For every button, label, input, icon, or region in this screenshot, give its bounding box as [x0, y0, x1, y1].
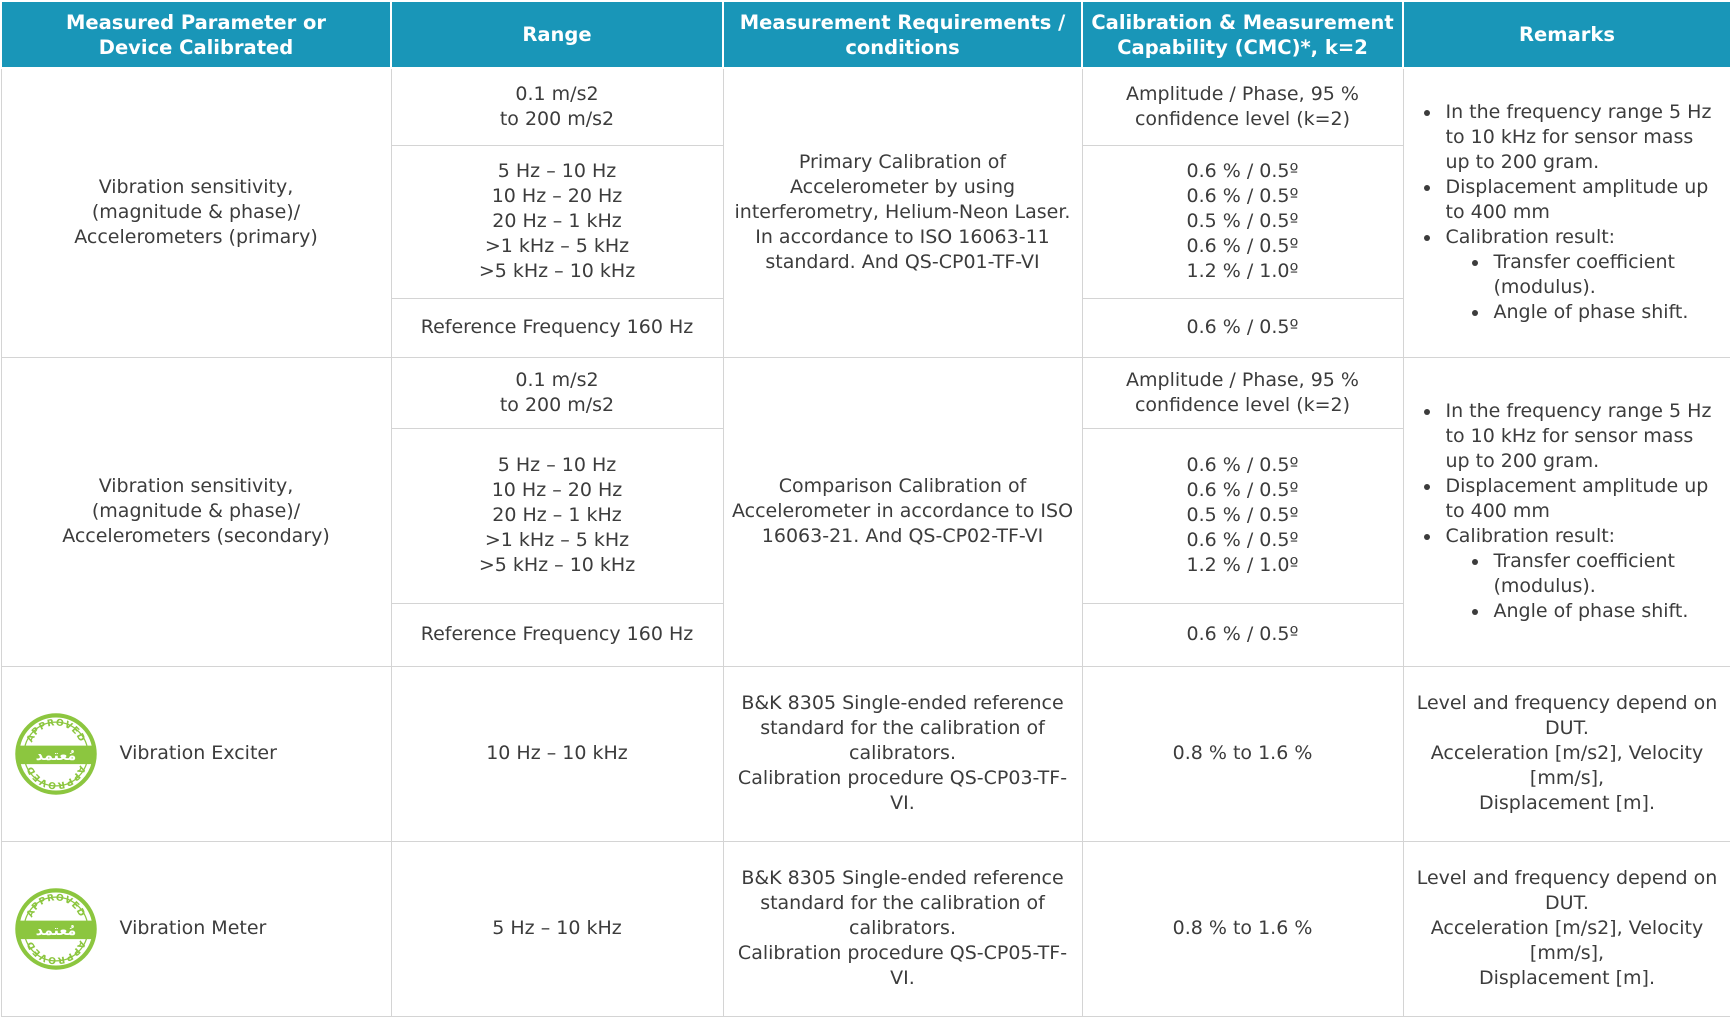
cmc-values-cell: 0.6 % / 0.5º 0.6 % / 0.5º 0.5 % / 0.5º 0.6 % / 0.5º 1.2 % / 1.0º	[1082, 428, 1403, 603]
remarks-sublist	[1416, 549, 1723, 624]
remarks-item: • Displacement amplitude up to 400 mm	[1442, 175, 1723, 225]
device-name: Vibration Exciter	[119, 742, 277, 764]
remarks-cell: Level and frequency depend on DUT. Acceleration [m/s2], Velocity [mm/s], Displacement [m].	[1403, 841, 1730, 1016]
cmc-reference-cell: 0.6 % / 0.5º	[1082, 298, 1403, 357]
requirements-cell: B&K 8305 Single-ended reference standard for the calibration of calibrators. Calibration procedure QS-CP03-TF- VI.	[723, 666, 1082, 841]
cmc-cell: 0.8 % to 1.6 %	[1082, 841, 1403, 1016]
remarks-item	[1442, 225, 1723, 325]
requirements-cell: Primary Calibration of Accelerometer by using interferometry, Helium-Neon Laser. In accordance to ISO 16063-11 standard. And QS-CP01-TF-VI	[723, 68, 1082, 357]
table-row	[1, 68, 1730, 145]
badge-top-text: APPROVED	[24, 891, 87, 919]
remarks-subitem: • Transfer coefficient (modulus).	[1490, 549, 1723, 599]
header-requirements: Measurement Requirements / conditions	[723, 1, 1082, 68]
range-cell: 10 Hz – 10 kHz	[391, 666, 723, 841]
device-name: Vibration Meter	[119, 917, 267, 939]
remarks-item-text: Calibration result:	[1445, 226, 1616, 249]
remarks-cell: Level and frequency depend on DUT. Acceleration [m/s2], Velocity [mm/s], Displacement [m].	[1403, 666, 1730, 841]
header-remarks: Remarks	[1403, 1, 1730, 68]
approved-badge-icon	[14, 887, 98, 971]
device-label	[8, 712, 385, 796]
badge-center-text: مُعتمد	[35, 922, 76, 939]
remarks-list	[1412, 399, 1723, 624]
parameter-cell	[1, 666, 391, 841]
requirements-cell: Comparison Calibration of Accelerometer in accordance to ISO 16063-21. And QS-CP02-TF-VI	[723, 357, 1082, 666]
parameter-cell: Vibration sensitivity, (magnitude & phase)/ Accelerometers (secondary)	[1, 357, 391, 666]
header-row	[1, 1, 1730, 68]
remarks-subitem: • Angle of phase shift.	[1490, 300, 1723, 325]
range-frequency-cell: 5 Hz – 10 Hz 10 Hz – 20 Hz 20 Hz – 1 kHz >1 kHz – 5 kHz >5 kHz – 10 kHz	[391, 145, 723, 298]
remarks-sublist	[1416, 250, 1723, 325]
table-row	[1, 666, 1730, 841]
header-parameter: Measured Parameter or Device Calibrated	[1, 1, 391, 68]
parameter-cell	[1, 841, 391, 1016]
badge-center-text: مُعتمد	[35, 747, 76, 764]
cmc-header-cell: Amplitude / Phase, 95 % confidence level (k=2)	[1082, 68, 1403, 145]
badge-top-text: APPROVED	[24, 716, 87, 744]
range-amplitude-cell: 0.1 m/s2 to 200 m/s2	[391, 68, 723, 145]
parameter-cell: Vibration sensitivity, (magnitude & phase)/ Accelerometers (primary)	[1, 68, 391, 357]
range-reference-cell: Reference Frequency 160 Hz	[391, 603, 723, 666]
range-frequency-cell: 5 Hz – 10 Hz 10 Hz – 20 Hz 20 Hz – 1 kHz >1 kHz – 5 kHz >5 kHz – 10 kHz	[391, 428, 723, 603]
cmc-reference-cell: 0.6 % / 0.5º	[1082, 603, 1403, 666]
remarks-list	[1412, 100, 1723, 325]
header-cmc: Calibration & Measurement Capability (CMC)*, k=2	[1082, 1, 1403, 68]
cmc-header-cell: Amplitude / Phase, 95 % confidence level (k=2)	[1082, 357, 1403, 428]
badge-bottom-text: APPROVED	[24, 938, 87, 966]
requirements-cell: B&K 8305 Single-ended reference standard for the calibration of calibrators. Calibration procedure QS-CP05-TF- VI.	[723, 841, 1082, 1016]
cmc-cell: 0.8 % to 1.6 %	[1082, 666, 1403, 841]
cmc-values-cell: 0.6 % / 0.5º 0.6 % / 0.5º 0.5 % / 0.5º 0.6 % / 0.5º 1.2 % / 1.0º	[1082, 145, 1403, 298]
approved-badge-icon	[14, 712, 98, 796]
table-row	[1, 357, 1730, 428]
remarks-item-text: Calibration result:	[1445, 525, 1616, 547]
range-reference-cell: Reference Frequency 160 Hz	[391, 298, 723, 357]
range-amplitude-cell: 0.1 m/s2 to 200 m/s2	[391, 357, 723, 428]
remarks-subitem: • Angle of phase shift.	[1490, 599, 1723, 624]
remarks-subitem: • Transfer coefficient (modulus).	[1490, 250, 1723, 300]
remarks-item: • In the frequency range 5 Hz to 10 kHz for sensor mass up to 200 gram.	[1442, 100, 1723, 175]
remarks-item	[1442, 524, 1723, 624]
remarks-item: • Displacement amplitude up to 400 mm	[1442, 474, 1723, 524]
device-label	[8, 887, 385, 971]
range-cell: 5 Hz – 10 kHz	[391, 841, 723, 1016]
table-row	[1, 841, 1730, 1016]
badge-bottom-text: APPROVED	[24, 763, 87, 791]
remarks-item: • In the frequency range 5 Hz to 10 kHz for sensor mass up to 200 gram.	[1442, 399, 1723, 474]
remarks-cell	[1403, 68, 1730, 357]
remarks-cell	[1403, 357, 1730, 666]
header-range: Range	[391, 1, 723, 68]
